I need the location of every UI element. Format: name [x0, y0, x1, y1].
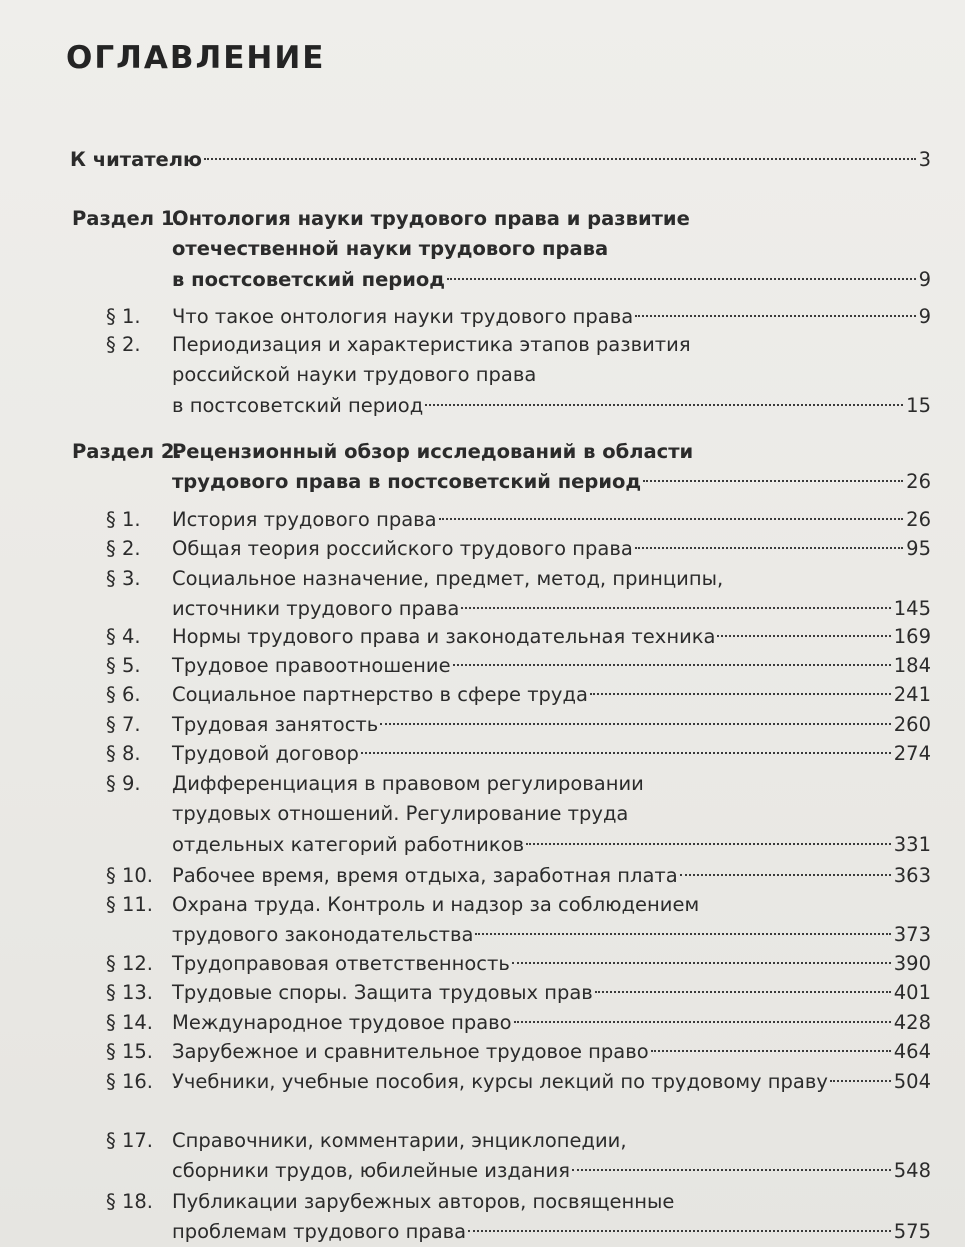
- entry-title-line: Трудовые споры. Защита трудовых прав: [172, 981, 593, 1004]
- entry-leader-row: [172, 651, 931, 681]
- entry-title-line: Трудоправовая ответственность: [172, 952, 510, 975]
- entry-title-line: Дифференциация в правовом регулировании: [172, 772, 644, 795]
- dot-leader: [380, 723, 890, 725]
- dot-leader: [512, 962, 891, 964]
- page-number: 169: [893, 625, 931, 648]
- dot-leader: [830, 1080, 891, 1082]
- paragraph-number: § 5.: [106, 654, 141, 677]
- entry-leader-row: [70, 145, 931, 175]
- entry-leader-row: [172, 505, 931, 535]
- page-number: 184: [893, 654, 931, 677]
- page-number: 95: [906, 537, 931, 560]
- dot-leader: [635, 547, 903, 549]
- dot-leader: [680, 874, 891, 876]
- page-number: 9: [918, 267, 931, 291]
- paragraph-number: § 16.: [106, 1070, 153, 1093]
- dot-leader: [514, 1021, 891, 1023]
- paragraph-number: § 12.: [106, 952, 153, 975]
- dot-leader: [468, 1230, 891, 1232]
- entry-title-line: Нормы трудового права и законодательная техника: [172, 625, 716, 648]
- entry-title-line: Зарубежное и сравнительное трудовое право: [172, 1040, 649, 1063]
- paragraph-number: § 8.: [106, 742, 141, 765]
- paragraph-number: § 1.: [106, 305, 141, 328]
- page-number: 401: [893, 981, 931, 1004]
- page-number: 260: [893, 713, 931, 736]
- page-number: 3: [918, 148, 931, 171]
- page-number: 464: [893, 1040, 931, 1063]
- entry-leader-row: [172, 949, 931, 979]
- entry-leader-row: [172, 1067, 931, 1097]
- paragraph-number: § 2.: [106, 333, 141, 356]
- entry-leader-row: [172, 710, 931, 740]
- section-number: Раздел 2.: [72, 440, 182, 463]
- entry-title-line: трудовых отношений. Регулирование труда: [172, 802, 629, 826]
- entry-title-line: Трудовая занятость: [172, 713, 379, 736]
- entry-title-line: Рецензионный обзор исследований в области: [172, 440, 694, 463]
- paragraph-number: § 6.: [106, 683, 141, 706]
- dot-leader: [204, 158, 916, 160]
- entry-title-line: Охрана труда. Контроль и надзор за соблюдением: [172, 893, 700, 916]
- entry-leader-row: [172, 861, 931, 891]
- entry-leader-row: [172, 467, 931, 497]
- entry-title-line: Трудовой договор: [172, 742, 359, 765]
- paragraph-number: § 7.: [106, 713, 141, 736]
- dot-leader: [590, 693, 891, 695]
- page-number: 145: [893, 597, 931, 621]
- dot-leader: [643, 480, 903, 482]
- paragraph-number: § 18.: [106, 1190, 153, 1213]
- dot-leader: [453, 664, 891, 666]
- page-number: 504: [893, 1070, 931, 1093]
- dot-leader: [595, 991, 891, 993]
- entry-title-line: Международное трудовое право: [172, 1011, 512, 1034]
- entry-leader-row: [172, 1217, 931, 1247]
- paragraph-number: § 13.: [106, 981, 153, 1004]
- entry-leader-row: [172, 1156, 931, 1186]
- paragraph-number: § 9.: [106, 772, 141, 795]
- page-number: 241: [893, 683, 931, 706]
- entry-title-line: Общая теория российского трудового права: [172, 537, 633, 560]
- entry-title-line: Публикации зарубежных авторов, посвященные: [172, 1190, 675, 1213]
- entry-title-line: источники трудового права: [172, 597, 460, 621]
- entry-title-line: в постсоветский период: [172, 267, 446, 291]
- entry-leader-row: [172, 391, 931, 421]
- dot-leader: [461, 607, 890, 609]
- entry-leader-row: [172, 594, 931, 624]
- entry-title-line: проблемам трудового права: [172, 1220, 467, 1244]
- entry-title-line: трудового законодательства: [172, 923, 474, 947]
- entry-title-line: История трудового права: [172, 508, 437, 531]
- entry-title-line: Социальное назначение, предмет, метод, принципы,: [172, 567, 724, 590]
- entry-leader-row: [172, 534, 931, 564]
- paragraph-number: § 4.: [106, 625, 141, 648]
- entry-title-line: отечественной науки трудового права: [172, 237, 609, 261]
- entry-title-line: Трудовое правоотношение: [172, 654, 451, 677]
- entry-title-line: Учебники, учебные пособия, курсы лекций по трудовому праву: [172, 1070, 828, 1093]
- paragraph-number: § 2.: [106, 537, 141, 560]
- page-title: ОГЛАВЛЕНИЕ: [66, 40, 326, 76]
- dot-leader: [635, 315, 915, 317]
- dot-leader: [717, 635, 890, 637]
- page-number: 274: [893, 742, 931, 765]
- entry-title-line: в постсоветский период: [172, 393, 424, 417]
- entry-title-line: Справочники, комментарии, энциклопедии,: [172, 1129, 627, 1152]
- entry-title-line: Онтология науки трудового права и развитие: [172, 207, 690, 230]
- entry-title-line: Периодизация и характеристика этапов развития: [172, 333, 691, 356]
- entry-leader-row: [172, 302, 931, 332]
- dot-leader: [447, 278, 916, 280]
- paragraph-number: § 17.: [106, 1129, 153, 1152]
- page-number: 26: [906, 508, 931, 531]
- entry-leader-row: [172, 739, 931, 769]
- entry-leader-row: [172, 830, 931, 860]
- page-number: 373: [893, 923, 931, 947]
- entry-leader-row: [172, 1037, 931, 1067]
- page-number: 9: [918, 305, 931, 328]
- page-number: 26: [906, 470, 931, 494]
- page-number: 15: [906, 393, 931, 417]
- paragraph-number: § 3.: [106, 567, 141, 590]
- paragraph-number: § 14.: [106, 1011, 153, 1034]
- entry-title-line: российской науки трудового права: [172, 363, 537, 387]
- section-number: Раздел 1.: [72, 207, 182, 230]
- entry-leader-row: [172, 920, 931, 950]
- entry-title-line: Рабочее время, время отдыха, заработная плата: [172, 864, 678, 887]
- entry-title-line: отдельных категорий работников: [172, 832, 525, 856]
- page-number: 428: [893, 1011, 931, 1034]
- page-number: 363: [893, 864, 931, 887]
- paragraph-number: § 10.: [106, 864, 153, 887]
- dot-leader: [475, 933, 890, 935]
- paragraph-number: § 11.: [106, 893, 153, 916]
- dot-leader: [361, 752, 891, 754]
- dot-leader: [425, 404, 903, 406]
- entry-title-line: К читателю: [70, 148, 203, 171]
- entry-leader-row: [172, 1008, 931, 1038]
- page-number: 331: [893, 832, 931, 856]
- entry-title-line: Что такое онтология науки трудового права: [172, 305, 634, 328]
- paragraph-number: § 15.: [106, 1040, 153, 1063]
- entry-leader-row: [172, 265, 931, 295]
- entry-title-line: Социальное партнерство в сфере труда: [172, 683, 588, 706]
- entry-title-line: сборники трудов, юбилейные издания: [172, 1159, 570, 1183]
- dot-leader: [572, 1169, 891, 1171]
- entry-leader-row: [172, 680, 931, 710]
- page-number: 390: [893, 952, 931, 975]
- dot-leader: [439, 518, 904, 520]
- paragraph-number: § 1.: [106, 508, 141, 531]
- page-number: 548: [893, 1159, 931, 1183]
- entry-leader-row: [172, 978, 931, 1008]
- page-number: 575: [893, 1220, 931, 1244]
- dot-leader: [651, 1050, 891, 1052]
- entry-leader-row: [172, 622, 931, 652]
- entry-title-line: трудового права в постсоветский период: [172, 470, 642, 494]
- dot-leader: [526, 843, 891, 845]
